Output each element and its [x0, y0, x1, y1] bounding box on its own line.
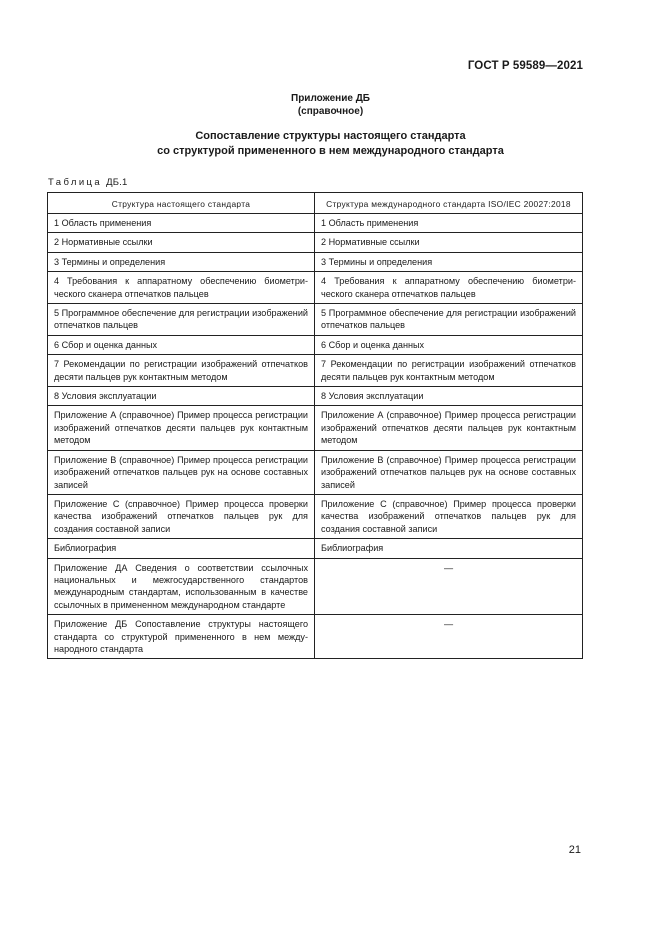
table-row — [48, 615, 583, 659]
table-row — [48, 252, 583, 271]
table-caption — [48, 177, 127, 188]
cell-national-structure: Приложение А (справочное) Пример процесса регистрации изображений отпечатков десяти пальцев рук контактным методом — [48, 406, 315, 450]
cell-international-structure: Приложение В (справочное) Пример процесса регистрации изображений отпечатков пальцев рук на основе составных записей — [315, 450, 583, 494]
table-row — [48, 450, 583, 494]
page-title-line-2: со структурой примененного в нем международного стандарта — [157, 145, 504, 157]
cell-national-structure: Библиография — [48, 539, 315, 558]
table-row — [48, 304, 583, 336]
cell-international-structure: Приложение С (справочное) Пример процесса проверки качества изображений отпечатков пальцев рук для создания составной записи — [315, 494, 583, 538]
cell-international-structure: 3 Термины и определения — [315, 252, 583, 271]
table-row — [48, 387, 583, 406]
annex-title: Приложение ДБ — [291, 93, 370, 104]
page-title — [0, 129, 661, 159]
comparison-table-wrapper — [47, 192, 582, 659]
cell-national-structure: 1 Область применения — [48, 214, 315, 233]
page-number: 21 — [568, 844, 581, 856]
cell-international-structure: Библиография — [315, 539, 583, 558]
cell-national-structure: Приложение В (справочное) Пример процесса регистрации изображений отпечатков пальцев рук на основе составных записей — [48, 450, 315, 494]
cell-international-structure: 6 Сбор и оценка данных — [315, 335, 583, 354]
cell-international-structure: 1 Область применения — [315, 214, 583, 233]
cell-national-structure: Приложение ДА Сведения о соответствии ссылочных национальных и межгосударственного стандартов международным стандартам, использованным в качестве ссылочных в примененном международном стандарте — [48, 558, 315, 615]
table-row — [48, 355, 583, 387]
table-body — [48, 214, 583, 659]
cell-national-structure: 2 Нормативные ссылки — [48, 233, 315, 252]
table-row — [48, 233, 583, 252]
cell-national-structure: Приложение ДБ Сопоставление структуры настоящего стандарта со структурой примененного в нем международного стандарта — [48, 615, 315, 659]
table-row — [48, 539, 583, 558]
cell-national-structure: 6 Сбор и оценка данных — [48, 335, 315, 354]
annex-subtitle: (справочное) — [297, 106, 364, 117]
table-row — [48, 558, 583, 615]
header-national-structure: Структура настоящего стандарта — [48, 193, 315, 214]
table-caption-word: Таблица — [48, 177, 103, 188]
cell-national-structure: 7 Рекомендации по регистрации изображений отпечатков десяти пальцев рук контактным методом — [48, 355, 315, 387]
cell-international-structure: 4 Требования к аппаратному обеспечению биометрического сканера отпечатков пальцев — [315, 272, 583, 304]
cell-national-structure: 5 Программное обеспечение для регистрации изображений отпечатков пальцев — [48, 304, 315, 336]
cell-international-structure: — — [315, 558, 583, 615]
header-international-structure: Структура международного стандарта ISO/IEC 20027:2018 — [315, 193, 583, 214]
table-header-row — [48, 193, 583, 214]
cell-international-structure: 8 Условия эксплуатации — [315, 387, 583, 406]
table-row — [48, 272, 583, 304]
cell-international-structure: 7 Рекомендации по регистрации изображений отпечатков десяти пальцев рук контактным методом — [315, 355, 583, 387]
cell-national-structure: Приложение С (справочное) Пример процесса проверки качества изображений отпечатков пальцев рук для создания составной записи — [48, 494, 315, 538]
page-title-line-1: Сопоставление структуры настоящего стандарта — [195, 130, 466, 142]
comparison-table — [47, 192, 583, 659]
cell-national-structure: 4 Требования к аппаратному обеспечению биометрического сканера отпечатков пальцев — [48, 272, 315, 304]
cell-national-structure: 3 Термины и определения — [48, 252, 315, 271]
cell-international-structure: 5 Программное обеспечение для регистрации изображений отпечатков пальцев — [315, 304, 583, 336]
table-row — [48, 494, 583, 538]
cell-international-structure: 2 Нормативные ссылки — [315, 233, 583, 252]
cell-international-structure: Приложение А (справочное) Пример процесса регистрации изображений отпечатков десяти пальцев рук контактным методом — [315, 406, 583, 450]
cell-national-structure: 8 Условия эксплуатации — [48, 387, 315, 406]
annex-heading — [0, 92, 661, 118]
table-caption-number: ДБ.1 — [106, 177, 128, 188]
table-row — [48, 214, 583, 233]
cell-international-structure: — — [315, 615, 583, 659]
document-code: ГОСТ Р 59589—2021 — [467, 60, 583, 72]
table-row — [48, 406, 583, 450]
table-row — [48, 335, 583, 354]
